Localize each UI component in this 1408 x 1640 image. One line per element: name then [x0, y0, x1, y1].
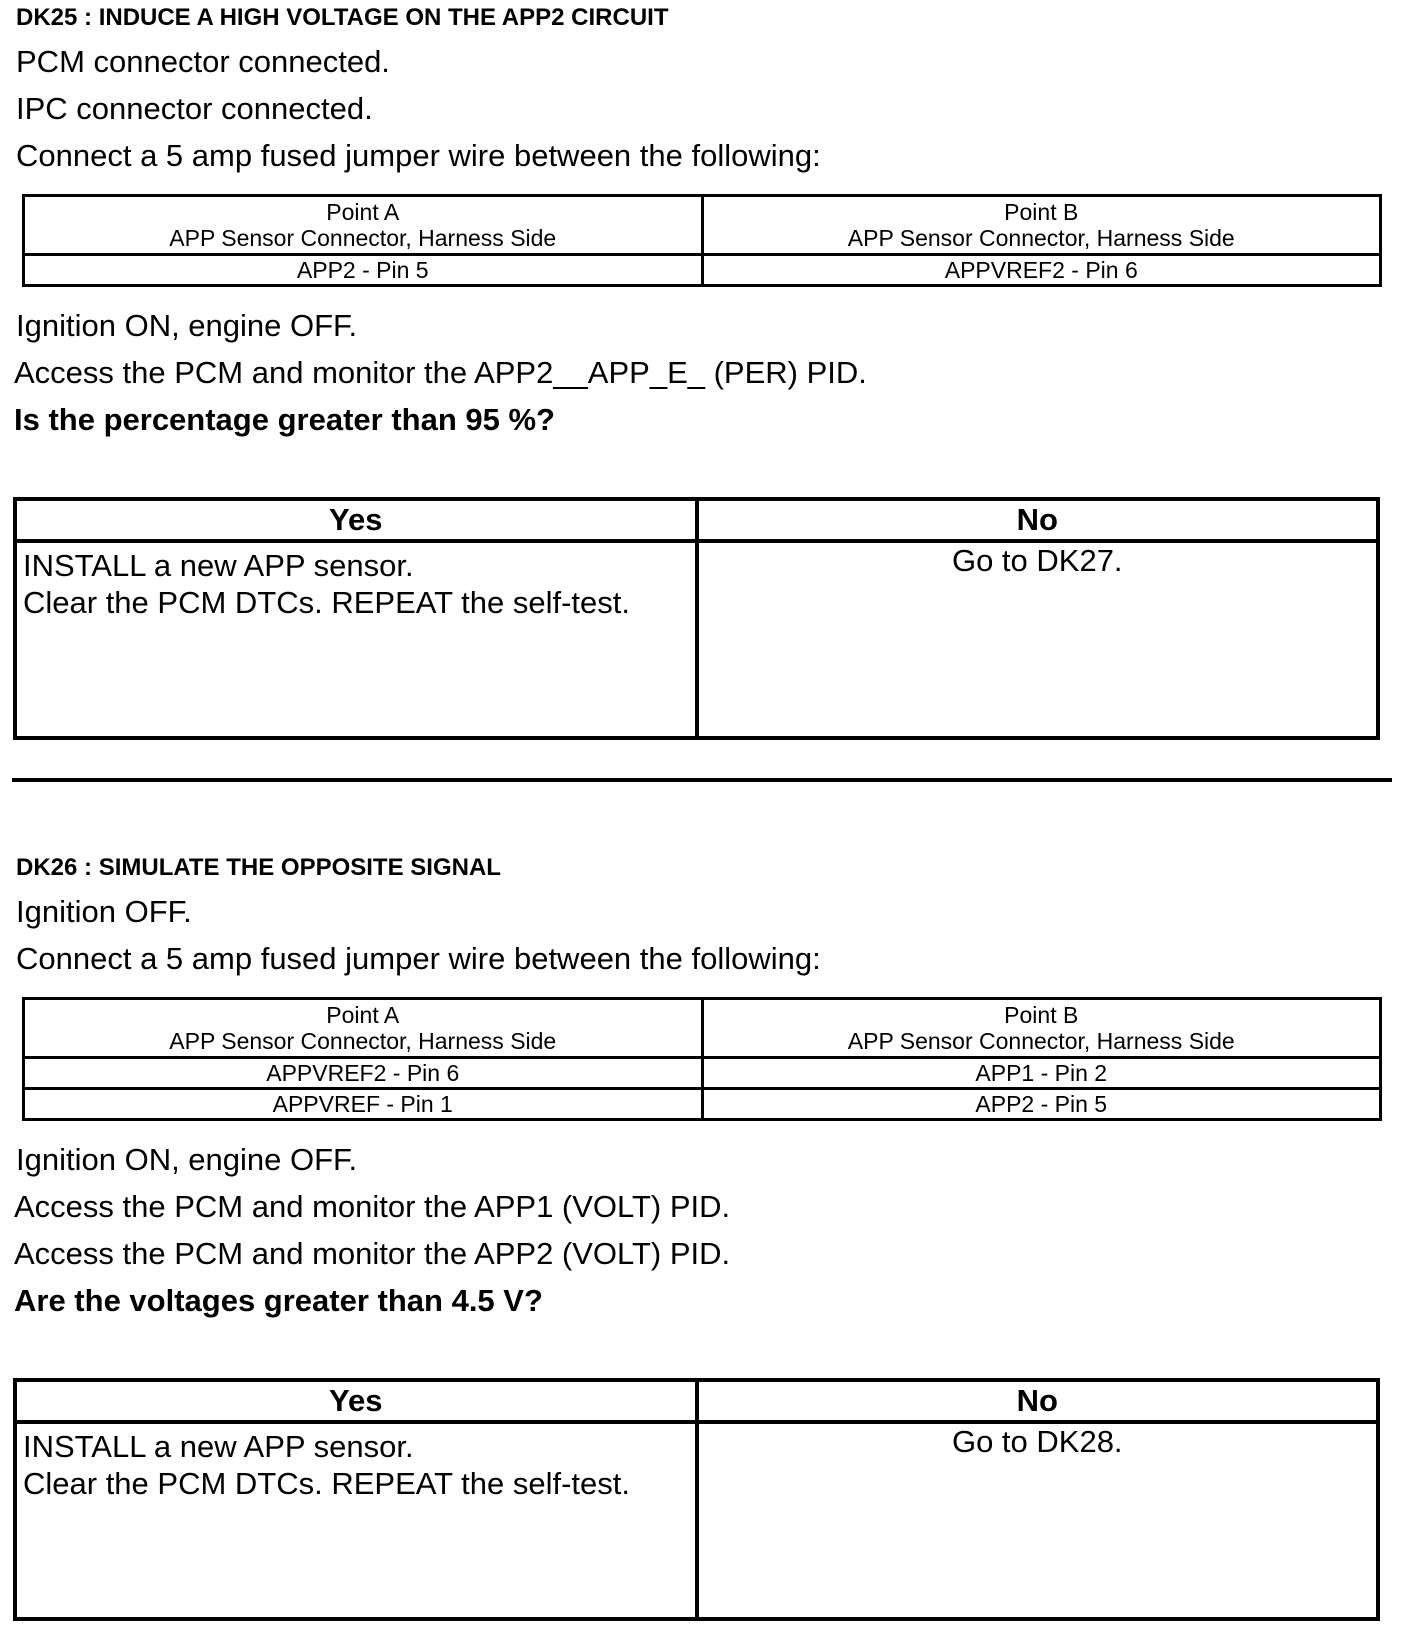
dk25-yes-header: Yes — [15, 499, 697, 541]
dk26-pin-table — [22, 997, 1382, 1121]
dk25-point-b-subtitle: APP Sensor Connector, Harness Side — [847, 225, 1235, 251]
dk26-point-a-title: Point A — [326, 1002, 400, 1028]
dk26-step-4: Access the PCM and monitor the APP1 (VOLT) PID. — [14, 1189, 731, 1224]
dk25-heading: DK25 : INDUCE A HIGH VOLTAGE ON THE APP2 CIRCUIT — [16, 4, 669, 31]
dk25-step-5: Access the PCM and monitor the APP2__APP_E_ (PER) PID. — [14, 355, 867, 390]
dk25-row-1-point-a: APP2 - Pin 5 — [24, 255, 703, 286]
dk25-step-1: PCM connector connected. — [16, 44, 390, 79]
dk26-yes-header: Yes — [15, 1380, 697, 1422]
dk25-point-a-header — [24, 196, 703, 255]
dk26-step-3: Ignition ON, engine OFF. — [16, 1142, 358, 1177]
dk26-result-table — [13, 1378, 1380, 1621]
dk26-yes-line-1: INSTALL a new APP sensor. — [23, 1429, 414, 1464]
dk25-step-4: Ignition ON, engine OFF. — [16, 308, 358, 343]
dk25-yes-line-2: Clear the PCM DTCs. REPEAT the self-test. — [23, 585, 630, 620]
dk26-yes-action — [15, 1422, 697, 1619]
dk26-point-a-subtitle: APP Sensor Connector, Harness Side — [169, 1028, 557, 1054]
dk26-step-1: Ignition OFF. — [16, 894, 192, 929]
dk25-yes-action — [15, 541, 697, 738]
dk25-point-a-title: Point A — [326, 199, 400, 225]
dk26-no-action: Go to DK28. — [697, 1422, 1379, 1619]
dk26-step-2: Connect a 5 amp fused jumper wire between the following: — [16, 941, 821, 976]
dk26-point-b-title: Point B — [1004, 1002, 1079, 1028]
table-row — [24, 1089, 1381, 1120]
dk25-no-header: No — [697, 499, 1379, 541]
dk26-no-header: No — [697, 1380, 1379, 1422]
dk26-row-2-point-b: APP2 - Pin 5 — [702, 1089, 1381, 1120]
dk25-result-table — [13, 497, 1380, 740]
dk25-pin-table — [22, 194, 1382, 287]
dk26-step-5: Access the PCM and monitor the APP2 (VOLT) PID. — [14, 1236, 731, 1271]
table-row — [24, 255, 1381, 286]
dk26-row-1-point-a: APPVREF2 - Pin 6 — [24, 1058, 703, 1089]
dk26-yes-line-2: Clear the PCM DTCs. REPEAT the self-test. — [23, 1466, 630, 1501]
dk26-heading: DK26 : SIMULATE THE OPPOSITE SIGNAL — [16, 854, 501, 881]
dk25-step-2: IPC connector connected. — [16, 91, 373, 126]
dk26-point-b-subtitle: APP Sensor Connector, Harness Side — [847, 1028, 1235, 1054]
dk26-point-b-header — [702, 999, 1381, 1058]
dk25-step-3: Connect a 5 amp fused jumper wire between the following: — [16, 138, 821, 173]
dk25-yes-line-1: INSTALL a new APP sensor. — [23, 548, 414, 583]
dk25-point-a-subtitle: APP Sensor Connector, Harness Side — [169, 225, 557, 251]
section-divider — [12, 778, 1392, 782]
dk26-point-a-header — [24, 999, 703, 1058]
dk25-point-b-header — [702, 196, 1381, 255]
dk26-row-1-point-b: APP1 - Pin 2 — [702, 1058, 1381, 1089]
table-row — [24, 1058, 1381, 1089]
dk25-no-action: Go to DK27. — [697, 541, 1379, 738]
dk26-row-2-point-a: APPVREF - Pin 1 — [24, 1089, 703, 1120]
dk25-question: Is the percentage greater than 95 %? — [14, 402, 555, 437]
dk26-question: Are the voltages greater than 4.5 V? — [14, 1283, 543, 1318]
dk25-row-1-point-b: APPVREF2 - Pin 6 — [702, 255, 1381, 286]
dk25-point-b-title: Point B — [1004, 199, 1079, 225]
